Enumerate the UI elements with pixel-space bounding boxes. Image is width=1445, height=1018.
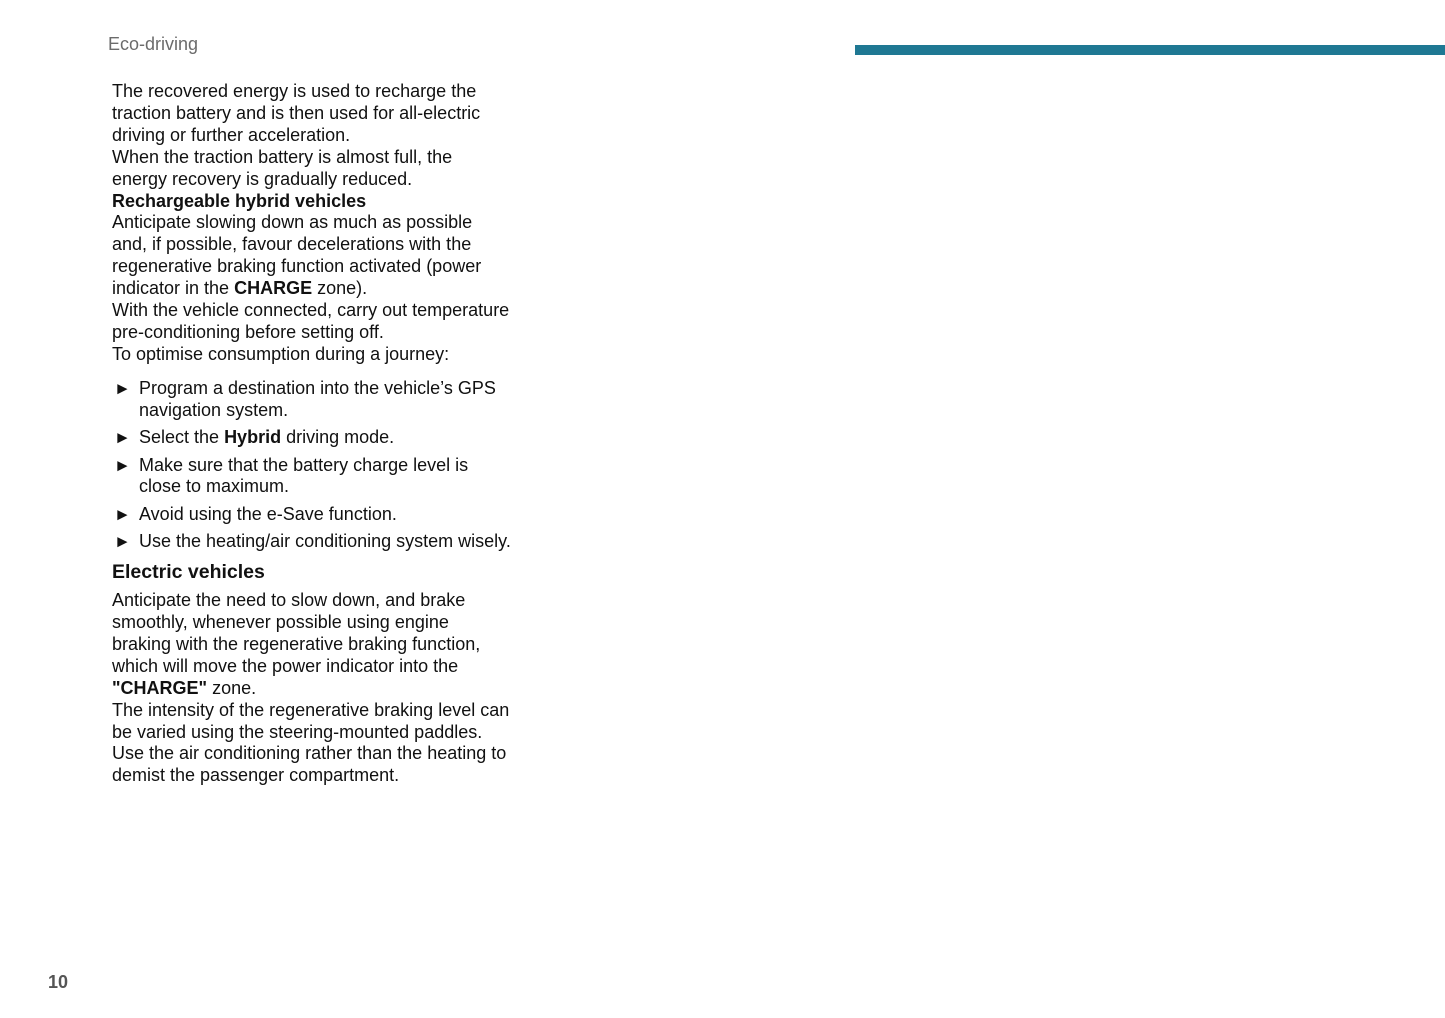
intro-paragraph-1: The recovered energy is used to recharge the traction battery and is then used for all-electric driving or further acceleration.	[112, 81, 481, 145]
right-triangle-arrow-icon: ►	[114, 378, 131, 398]
right-triangle-arrow-icon: ►	[114, 532, 131, 552]
hybrid-subheading: Rechargeable hybrid vehicles	[112, 190, 367, 211]
electric-section-heading: Electric vehicles	[112, 561, 265, 584]
electric-paragraph-2: The intensity of the regenerative braking level can be varied using the steering-mounted paddles.	[112, 699, 510, 742]
hybrid-p1-text-before: Anticipate slowing down as much as possible and, if possible, favour decelerations with the regenerative braking function activated (power indicator in the	[112, 212, 482, 299]
list-item-emphasis: Hybrid	[224, 427, 282, 448]
electric-p1-charge-emphasis: "CHARGE"	[112, 677, 208, 698]
list-item-text: Make sure that the battery charge level is close to maximum.	[139, 454, 469, 497]
list-item-text: Use the heating/air conditioning system wisely.	[139, 531, 511, 552]
right-triangle-arrow-icon: ►	[114, 428, 131, 448]
list-item-text: Avoid using the e-Save function.	[139, 503, 397, 524]
electric-paragraph-1	[112, 590, 512, 700]
hybrid-paragraph-2: With the vehicle connected, carry out temperature pre-conditioning before setting off.	[112, 300, 510, 342]
electric-paragraph-3: Use the air conditioning rather than the heating to demist the passenger compartment.	[112, 743, 507, 786]
list-item-text: Program a destination into the vehicle’s GPS navigation system.	[139, 377, 496, 420]
page-number: 10	[48, 972, 69, 992]
journey-tips-list	[112, 378, 512, 553]
hybrid-paragraph-3: To optimise consumption during a journey:	[112, 343, 450, 364]
hybrid-p1-charge-emphasis: CHARGE	[234, 278, 313, 299]
list-item-text-after: driving mode.	[281, 427, 395, 448]
running-header: Eco-driving	[108, 34, 199, 54]
hybrid-p1-text-after: zone).	[312, 278, 368, 299]
list-item	[112, 378, 512, 422]
list-item	[112, 504, 512, 526]
list-item	[112, 427, 512, 449]
list-item-text: Select the	[139, 427, 225, 448]
electric-p1-text-before: Anticipate the need to slow down, and brake smoothly, whenever possible using engine braking with the regenerative braking function, which will move the power indicator into the	[112, 590, 481, 676]
list-item	[112, 455, 512, 499]
hybrid-paragraph-1	[112, 212, 512, 300]
right-triangle-arrow-icon: ►	[114, 504, 131, 524]
electric-p1-text-after: zone.	[207, 677, 257, 698]
header-accent-bar	[855, 45, 1445, 55]
page-content	[112, 81, 512, 787]
intro-paragraph-2: When the traction battery is almost full, the energy recovery is gradually reduced.	[112, 146, 453, 189]
list-item	[112, 531, 512, 553]
right-triangle-arrow-icon: ►	[114, 455, 131, 475]
